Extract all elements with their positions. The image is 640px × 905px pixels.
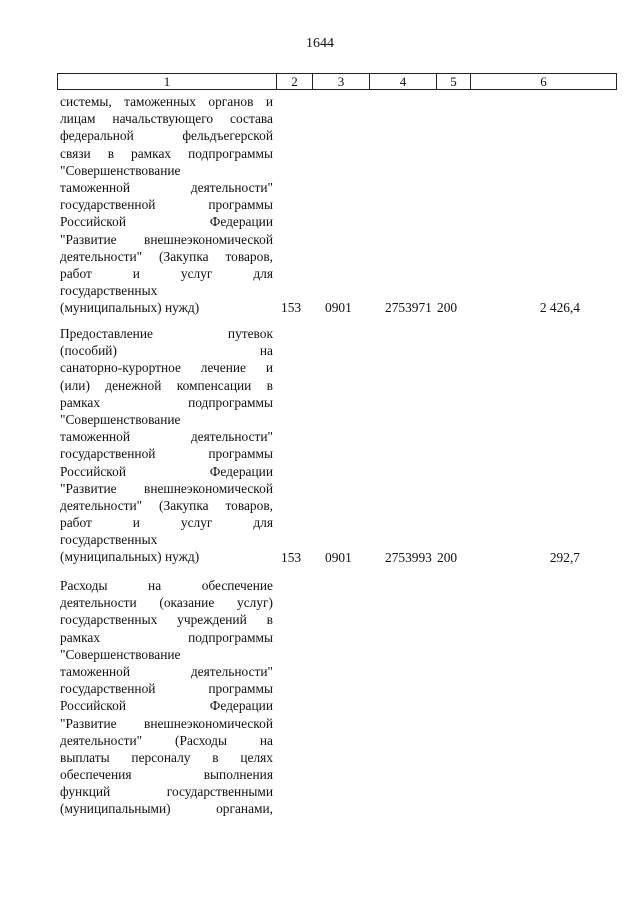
description-line: (муниципальными) органами, <box>60 801 273 817</box>
description-line: обеспечения выполнения <box>60 767 273 783</box>
description-line: (пособий) на <box>60 343 273 359</box>
description-line: государственных <box>60 283 158 299</box>
cell-glava: 153 <box>281 300 302 315</box>
description-line: государственных <box>60 532 158 548</box>
cell-target-article: 2753993 <box>385 550 432 565</box>
description-line: "Развитие внешнеэкономической <box>60 231 273 247</box>
description-line: Российской Федерации <box>60 698 273 714</box>
description-line: функций государственными <box>60 784 273 800</box>
cell-sum: 292,7 <box>549 550 580 565</box>
row-description <box>60 93 273 316</box>
description-line: "Развитие внешнеэкономической <box>60 715 273 731</box>
cell-expense-type: 200 <box>437 550 458 565</box>
cell-razdel: 0901 <box>325 300 352 315</box>
description-line: таможенной деятельности" <box>60 429 273 445</box>
description-line: связи в рамках подпрограммы <box>60 145 273 161</box>
description-line: Российской Федерации <box>60 463 273 479</box>
description-line: (муниципальных) нужд) <box>60 549 200 565</box>
description-line: Российской Федерации <box>60 214 273 230</box>
description-line: государственной программы <box>60 681 273 697</box>
description-line: рамках подпрограммы <box>60 629 273 645</box>
description-line: работ и услуг для <box>60 515 273 531</box>
description-line: деятельности" (Расходы на <box>60 732 273 748</box>
column-header-row <box>57 73 617 90</box>
description-line: системы, таможенных органов и <box>60 94 273 109</box>
description-line: "Совершенствование <box>60 411 181 427</box>
cell-sum: 2 426,4 <box>539 300 580 315</box>
table-row <box>57 577 610 822</box>
description-line: деятельности" (Закупка товаров, <box>60 248 273 264</box>
description-line: выплаты персоналу в целях <box>60 749 273 765</box>
row-description <box>60 325 273 566</box>
description-line: санаторно-курортное лечение и <box>60 360 273 376</box>
description-line: "Совершенствование <box>60 646 181 662</box>
description-line: таможенной деятельности" <box>60 663 273 679</box>
column-header-4: 4 <box>370 74 437 90</box>
description-line: лицам начальствующего состава <box>60 111 273 127</box>
row-description <box>60 577 273 818</box>
cell-expense-type: 200 <box>437 300 458 315</box>
column-header-2: 2 <box>277 74 313 90</box>
description-line: деятельности" (Закупка товаров, <box>60 497 273 513</box>
description-line: таможенной деятельности" <box>60 179 273 195</box>
description-line: (или) денежной компенсации в <box>60 377 273 393</box>
cell-glava: 153 <box>281 550 302 565</box>
description-line: государственной программы <box>60 197 273 213</box>
page-number: 1644 <box>306 36 334 51</box>
description-line: (муниципальных) нужд) <box>60 300 200 316</box>
description-line: государственной программы <box>60 446 273 462</box>
description-line: "Развитие внешнеэкономической <box>60 480 273 496</box>
description-line: Расходы на обеспечение <box>60 578 273 593</box>
description-line: государственных учреждений в <box>60 612 273 628</box>
description-line: работ и услуг для <box>60 265 273 281</box>
description-line: рамках подпрограммы <box>60 394 273 410</box>
description-line: федеральной фельдъегерской <box>60 128 273 144</box>
description-line: Предоставление путевок <box>60 326 273 341</box>
column-header-3: 3 <box>313 74 370 90</box>
table-row <box>57 325 610 570</box>
table-row <box>57 93 610 317</box>
column-header-6: 6 <box>471 74 617 90</box>
column-header-1: 1 <box>58 74 277 90</box>
cell-target-article: 2753971 <box>385 300 432 315</box>
description-line: деятельности (оказание услуг) <box>60 595 273 611</box>
cell-razdel: 0901 <box>325 550 352 565</box>
column-header-5: 5 <box>437 74 471 90</box>
description-line: "Совершенствование <box>60 162 181 178</box>
